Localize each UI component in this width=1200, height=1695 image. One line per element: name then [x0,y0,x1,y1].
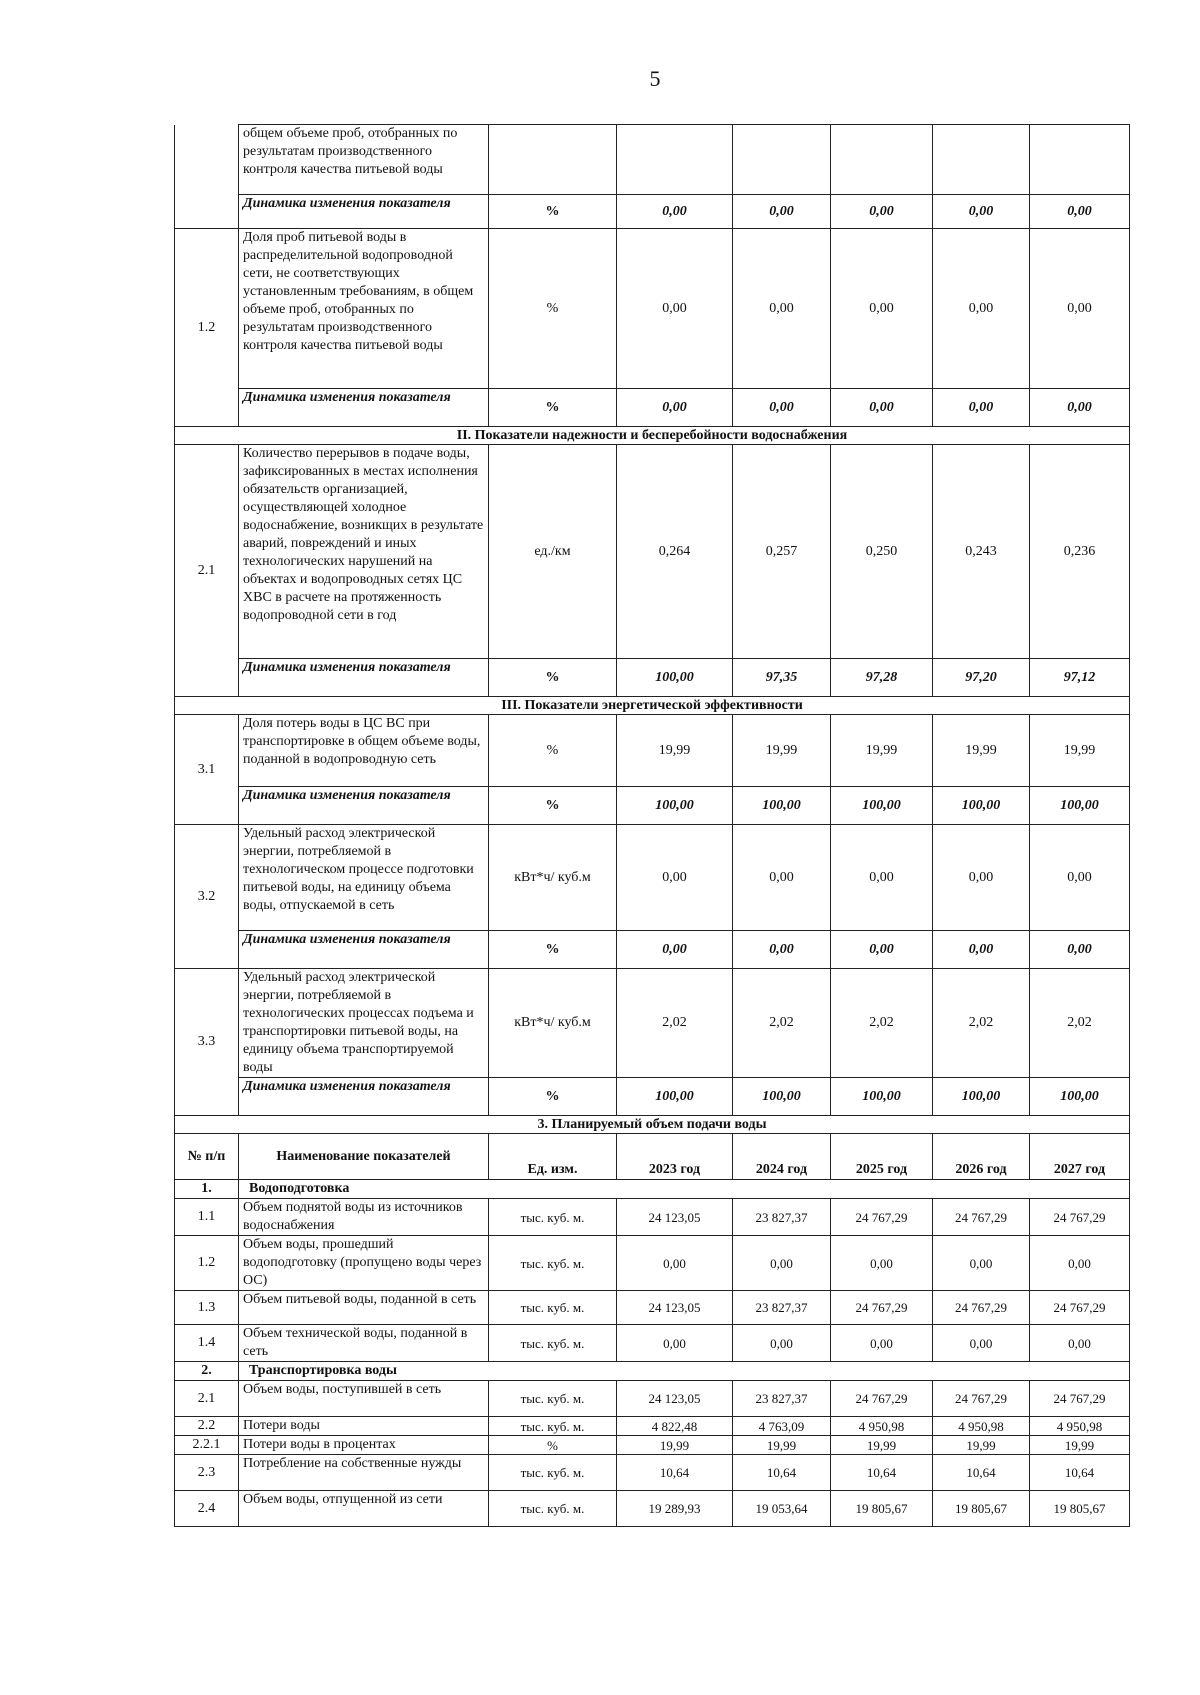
value-cell: 24 767,29 [831,1291,933,1325]
value-cell: 0,00 [1030,1236,1130,1291]
table-row [175,1325,1130,1362]
page-number: 5 [649,66,661,91]
row-number: 1.2 [175,229,239,427]
table-row [175,125,1130,195]
header-year: 2025 год [831,1134,933,1180]
unit-cell: тыс. куб. м. [489,1455,617,1491]
table-row [175,969,1130,1078]
value-cell: 2,02 [617,969,733,1078]
indicators-table [174,124,1130,1527]
value-cell: 0,00 [1030,229,1130,389]
indicator-name: Удельный расход электрической энергии, потребляемой в технологических процессах подъема и транспортировки питьевой воды, на единицу объема транспортируемой воды [239,969,489,1078]
group-number: 1. [175,1180,239,1199]
indicator-name: Потери воды в процентах [239,1436,489,1455]
value-cell: 100,00 [617,1078,733,1116]
value-cell: 24 123,05 [617,1291,733,1325]
header-name: Наименование показателей [239,1134,489,1180]
value-cell: 24 767,29 [1030,1381,1130,1417]
unit-cell: тыс. куб. м. [489,1199,617,1236]
value-cell: 0,00 [831,229,933,389]
unit-cell: кВт*ч/ куб.м [489,969,617,1078]
indicator-name: Удельный расход электрической энергии, потребляемой в технологическом процессе подготовки питьевой воды, на единицу объема воды, отпускаемой в сеть [239,825,489,931]
value-cell [1030,125,1130,195]
dynamics-label: Динамика изменения показателя [239,787,489,825]
section-row [175,697,1130,715]
value-cell: 2,02 [733,969,831,1078]
group-row [175,1362,1130,1381]
value-cell: 24 123,05 [617,1381,733,1417]
value-cell: 19,99 [831,715,933,787]
group-number: 2. [175,1362,239,1381]
value-cell: 24 767,29 [1030,1291,1130,1325]
value-cell [933,125,1030,195]
value-cell: 19,99 [617,1436,733,1455]
indicator-name: Объем воды, отпущенной из сети [239,1491,489,1527]
row-number: 1.3 [175,1291,239,1325]
value-cell: 4 763,09 [733,1417,831,1436]
value-cell: 19,99 [733,715,831,787]
dynamics-label: Динамика изменения показателя [239,1078,489,1116]
table-row [175,1236,1130,1291]
value-cell: 0,243 [933,445,1030,659]
unit-cell: тыс. куб. м. [489,1381,617,1417]
row-number: 2.2.1 [175,1436,239,1455]
row-number: 3.2 [175,825,239,969]
table-row [175,1417,1130,1436]
value-cell: 0,00 [1030,195,1130,229]
value-cell: 100,00 [831,1078,933,1116]
value-cell: 97,35 [733,659,831,697]
value-cell: 0,00 [933,1236,1030,1291]
value-cell: 0,00 [831,1325,933,1362]
row-number: 2.3 [175,1455,239,1491]
unit-cell: % [489,787,617,825]
row-number: 1.4 [175,1325,239,1362]
value-cell: 100,00 [933,1078,1030,1116]
value-cell: 0,00 [831,825,933,931]
value-cell: 0,00 [733,1236,831,1291]
unit-cell: % [489,715,617,787]
table-row [175,1436,1130,1455]
value-cell: 24 767,29 [831,1381,933,1417]
group-row [175,1180,1130,1199]
value-cell: 24 767,29 [933,1199,1030,1236]
indicator-name: Объем питьевой воды, поданной в сеть [239,1291,489,1325]
value-cell: 97,28 [831,659,933,697]
indicator-name: общем объеме проб, отобранных по результатам производственного контроля качества питьевой воды [239,125,489,195]
value-cell: 0,257 [733,445,831,659]
value-cell: 24 767,29 [933,1291,1030,1325]
value-cell: 0,00 [733,229,831,389]
table-row [175,1291,1130,1325]
unit-cell: тыс. куб. м. [489,1491,617,1527]
table-row [175,659,1130,697]
value-cell [831,125,933,195]
value-cell: 23 827,37 [733,1291,831,1325]
value-cell: 19 805,67 [933,1491,1030,1527]
unit-cell [489,125,617,195]
value-cell: 0,264 [617,445,733,659]
value-cell: 0,00 [1030,825,1130,931]
value-cell: 10,64 [831,1455,933,1491]
table-row [175,445,1130,659]
table-row [175,1381,1130,1417]
value-cell: 0,00 [617,1325,733,1362]
value-cell: 100,00 [1030,1078,1130,1116]
value-cell: 0,00 [933,825,1030,931]
value-cell: 0,00 [1030,389,1130,427]
value-cell: 0,00 [831,931,933,969]
value-cell: 100,00 [831,787,933,825]
value-cell: 100,00 [733,1078,831,1116]
value-cell: 19,99 [831,1436,933,1455]
value-cell: 0,00 [831,195,933,229]
section-title: III. Показатели энергетической эффективности [175,697,1130,715]
row-number: 1.1 [175,1199,239,1236]
value-cell: 19,99 [933,1436,1030,1455]
value-cell: 2,02 [1030,969,1130,1078]
table-row [175,825,1130,931]
value-cell: 2,02 [831,969,933,1078]
dynamics-label: Динамика изменения показателя [239,389,489,427]
header-year: 2026 год [933,1134,1030,1180]
value-cell: 4 950,98 [933,1417,1030,1436]
table-row [175,931,1130,969]
row-number: 2.4 [175,1491,239,1527]
table-row [175,195,1130,229]
value-cell: 19 289,93 [617,1491,733,1527]
value-cell: 100,00 [1030,787,1130,825]
value-cell: 19 805,67 [1030,1491,1130,1527]
row-number: 2.2 [175,1417,239,1436]
indicator-name: Доля потерь воды в ЦС ВС при транспортировке в общем объеме воды, поданной в водопроводную сеть [239,715,489,787]
unit-cell: % [489,931,617,969]
value-cell: 19 805,67 [831,1491,933,1527]
indicator-name: Объем воды, поступившей в сеть [239,1381,489,1417]
value-cell: 0,00 [617,825,733,931]
header-row [175,1134,1130,1180]
indicator-name: Потери воды [239,1417,489,1436]
row-number: 3.3 [175,969,239,1116]
value-cell: 0,00 [617,389,733,427]
unit-cell: % [489,195,617,229]
value-cell: 100,00 [733,787,831,825]
section-row [175,1116,1130,1134]
value-cell: 19,99 [617,715,733,787]
value-cell: 0,00 [733,1325,831,1362]
value-cell: 0,00 [831,389,933,427]
row-number [175,125,239,229]
value-cell: 2,02 [933,969,1030,1078]
value-cell: 0,00 [733,195,831,229]
value-cell: 4 822,48 [617,1417,733,1436]
value-cell: 24 767,29 [933,1381,1030,1417]
indicator-name: Объем воды, прошедший водоподготовку (пропущено воды через ОС) [239,1236,489,1291]
unit-cell: тыс. куб. м. [489,1236,617,1291]
value-cell: 0,00 [733,931,831,969]
dynamics-label: Динамика изменения показателя [239,659,489,697]
section-title: II. Показатели надежности и бесперебойности водоснабжения [175,427,1130,445]
value-cell: 0,00 [831,1236,933,1291]
value-cell: 0,236 [1030,445,1130,659]
row-number: 2.1 [175,1381,239,1417]
value-cell: 0,250 [831,445,933,659]
group-title: Водоподготовка [239,1180,1130,1199]
value-cell: 23 827,37 [733,1199,831,1236]
unit-cell: кВт*ч/ куб.м [489,825,617,931]
table-row [175,389,1130,427]
table-row [175,1491,1130,1527]
unit-cell: % [489,659,617,697]
value-cell: 19,99 [933,715,1030,787]
value-cell: 23 827,37 [733,1381,831,1417]
table-row [175,715,1130,787]
value-cell [617,125,733,195]
value-cell: 0,00 [933,195,1030,229]
indicator-name: Объем технической воды, поданной в сеть [239,1325,489,1362]
table-row [175,787,1130,825]
value-cell [733,125,831,195]
value-cell: 24 767,29 [831,1199,933,1236]
value-cell: 97,12 [1030,659,1130,697]
value-cell: 4 950,98 [831,1417,933,1436]
indicator-name: Объем поднятой воды из источников водоснабжения [239,1199,489,1236]
value-cell: 0,00 [617,1236,733,1291]
value-cell: 19,99 [1030,715,1130,787]
value-cell: 0,00 [617,931,733,969]
dynamics-label: Динамика изменения показателя [239,195,489,229]
value-cell: 0,00 [1030,1325,1130,1362]
unit-cell: % [489,389,617,427]
table-row [175,1199,1130,1236]
header-num: № п/п [175,1134,239,1180]
indicator-name: Потребление на собственные нужды [239,1455,489,1491]
unit-cell: тыс. куб. м. [489,1325,617,1362]
group-title: Транспортировка воды [239,1362,1130,1381]
value-cell: 19,99 [1030,1436,1130,1455]
value-cell: 0,00 [617,195,733,229]
table-row [175,229,1130,389]
unit-cell: % [489,1436,617,1455]
unit-cell: % [489,229,617,389]
value-cell: 24 123,05 [617,1199,733,1236]
value-cell: 100,00 [933,787,1030,825]
unit-cell: ед./км [489,445,617,659]
value-cell: 19 053,64 [733,1491,831,1527]
value-cell: 0,00 [733,825,831,931]
unit-cell: тыс. куб. м. [489,1291,617,1325]
table-row [175,1455,1130,1491]
header-year: 2023 год [617,1134,733,1180]
value-cell: 0,00 [933,931,1030,969]
header-year: 2024 год [733,1134,831,1180]
table-row [175,1078,1130,1116]
indicator-name: Доля проб питьевой воды в распределительной водопроводной сети, не соответствующих установленным требованиям, в общем объеме проб, отобранных по результатам производственного контроля качества питьевой воды [239,229,489,389]
value-cell: 0,00 [733,389,831,427]
row-number: 1.2 [175,1236,239,1291]
value-cell: 100,00 [617,659,733,697]
value-cell: 10,64 [733,1455,831,1491]
value-cell: 100,00 [617,787,733,825]
value-cell: 19,99 [733,1436,831,1455]
value-cell: 0,00 [933,229,1030,389]
header-year: 2027 год [1030,1134,1130,1180]
row-number: 3.1 [175,715,239,825]
unit-cell: тыс. куб. м. [489,1417,617,1436]
value-cell: 24 767,29 [1030,1199,1130,1236]
value-cell: 97,20 [933,659,1030,697]
section-row [175,427,1130,445]
value-cell: 10,64 [933,1455,1030,1491]
value-cell: 0,00 [617,229,733,389]
value-cell: 10,64 [1030,1455,1130,1491]
value-cell: 10,64 [617,1455,733,1491]
unit-cell: % [489,1078,617,1116]
header-unit: Ед. изм. [489,1134,617,1180]
dynamics-label: Динамика изменения показателя [239,931,489,969]
value-cell: 4 950,98 [1030,1417,1130,1436]
row-number: 2.1 [175,445,239,697]
indicator-name: Количество перерывов в подаче воды, зафиксированных в местах исполнения обязательств организацией, осуществляющей холодное водоснабжение, возникщих в результате аварий, повреждений и иных технологических нарушений на объектах и водопроводных сетях ЦС ХВС в расчете на протяженность водопроводной сети в год [239,445,489,659]
value-cell: 0,00 [933,1325,1030,1362]
value-cell: 0,00 [933,389,1030,427]
value-cell: 0,00 [1030,931,1130,969]
section-title: 3. Планируемый объем подачи воды [175,1116,1130,1134]
